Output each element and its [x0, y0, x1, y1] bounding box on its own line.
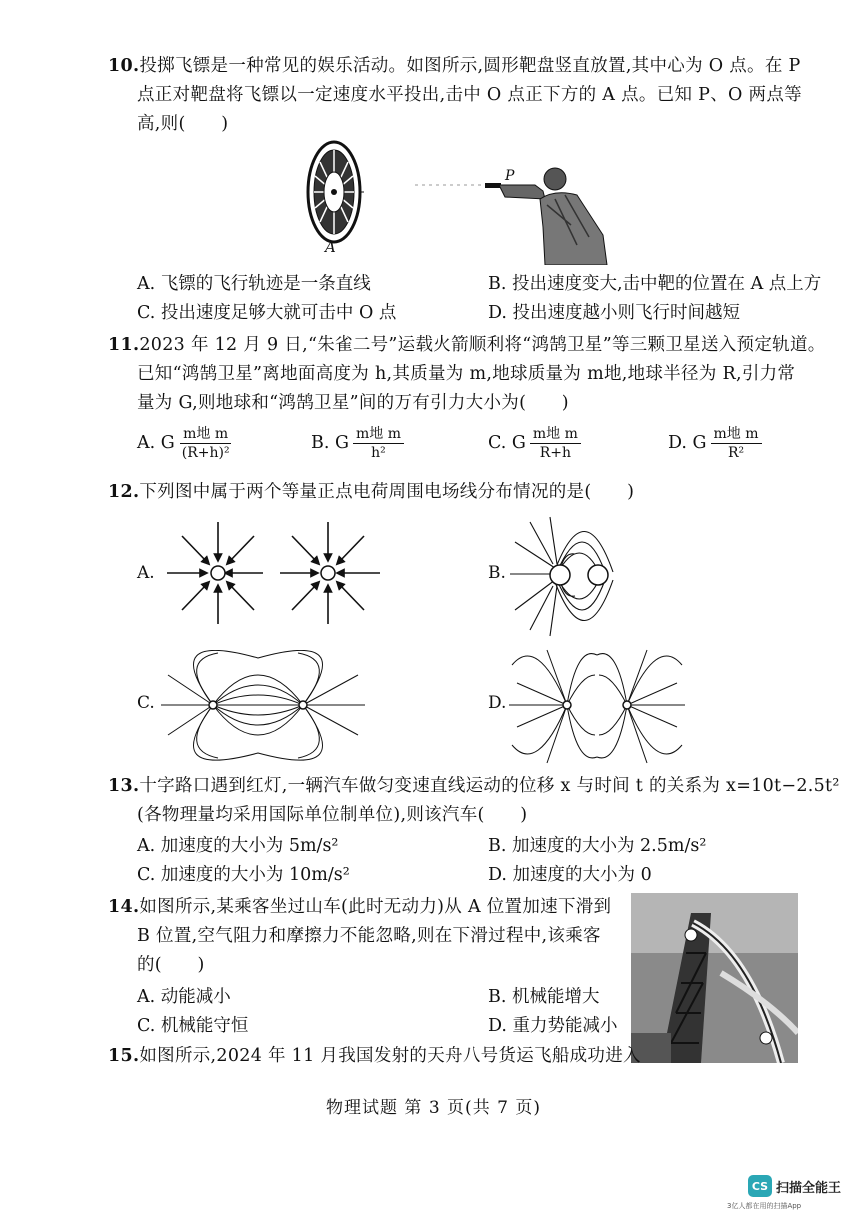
dartboard-figure	[300, 140, 380, 260]
q13-number: 13.	[108, 776, 140, 796]
q14-line1: 14.如图所示,某乘客坐过山车(此时无动力)从 A 位置加速下滑到	[108, 897, 612, 917]
q10-option-a: A. 飞镖的飞行轨迹是一条直线	[137, 274, 371, 294]
q12-number: 12.	[108, 482, 140, 502]
q11-option-c: C. G $\frac{\text{m地 m}}{R+h}$	[488, 425, 581, 462]
q10-option-c: C. 投出速度足够大就可击中 O 点	[137, 303, 397, 323]
q15-line1: 15.如图所示,2024 年 11 月我国发射的天舟八号货运飞船成功进入	[108, 1046, 641, 1066]
q11-option-a: A. G $\frac{\text{m地 m}}{\text{(R+h)²}}$	[137, 426, 230, 461]
q13-line2: (各物理量均采用国际单位制单位),则该汽车( )	[137, 805, 528, 825]
q10-option-b: B. 投出速度变大,击中靶的位置在 A 点上方	[488, 274, 822, 294]
q12-line1: 12.下列图中属于两个等量正点电荷周围电场线分布情况的是( )	[108, 482, 635, 502]
q10-number: 10.	[108, 56, 140, 76]
q11-option-d: D. G $\frac{\text{m地 m}}{\text{R²}}$	[668, 425, 762, 462]
roller-coaster-photo	[631, 893, 798, 1063]
q13-option-a: A. 加速度的大小为 5m/s²	[137, 836, 339, 856]
q10-option-d: D. 投出速度越小则飞行时间越短	[488, 303, 741, 323]
q13-option-d: D. 加速度的大小为 0	[488, 865, 652, 885]
q11-line1: 11.2023 年 12 月 9 日,“朱雀二号”运载火箭顺利将“鸿鹄卫星”等三颗卫星送入预定轨道。	[108, 335, 826, 355]
scanner-name: 扫描全能王	[776, 1180, 842, 1196]
page-footer: 物理试题 第 3 页(共 7 页)	[326, 1098, 541, 1118]
q11-line2: 已知“鸿鹄卫星”离地面高度为 h,其质量为 m,地球质量为 m地,地球半径为 R,引力常	[137, 364, 796, 384]
label-p: P	[505, 168, 515, 184]
q14-option-b: B. 机械能增大	[488, 987, 600, 1007]
field-diagram-d	[507, 645, 687, 770]
q15-number: 15.	[108, 1046, 140, 1066]
q10-line2: 点正对靶盘将飞镖以一定速度水平投出,击中 O 点正下方的 A 点。已知 P、O 两点等	[137, 85, 802, 105]
scanner-badge	[748, 1175, 841, 1197]
q14-option-d: D. 重力势能减小	[488, 1016, 618, 1036]
q14-option-c: C. 机械能守恒	[137, 1016, 249, 1036]
q12-label-c: C.	[137, 693, 155, 713]
scanner-subtitle: 3亿人都在用的扫描App	[727, 1202, 802, 1210]
q14-line2: B 位置,空气阻力和摩擦力不能忽略,则在下滑过程中,该乘客	[137, 926, 601, 946]
q13-option-c: C. 加速度的大小为 10m/s²	[137, 865, 350, 885]
q14-line3: 的( )	[137, 955, 205, 975]
dashed-path	[415, 180, 485, 190]
q11-number: 11.	[108, 335, 140, 355]
q14-number: 14.	[108, 897, 140, 917]
q12-label-b: B.	[488, 563, 506, 583]
q13-line1: 13.十字路口遇到红灯,一辆汽车做匀变速直线运动的位移 x 与时间 t 的关系为 x=10t−2.5t²	[108, 776, 840, 796]
q10-line1: 10.投掷飞镖是一种常见的娱乐活动。如图所示,圆形靶盘竖直放置,其中心为 O 点。在 P	[108, 56, 801, 76]
q12-label-d: D.	[488, 693, 507, 713]
field-diagram-c	[158, 650, 368, 765]
q13-option-b: B. 加速度的大小为 2.5m/s²	[488, 836, 707, 856]
q11-option-b: B. G $\frac{\text{m地 m}}{\text{h²}}$	[311, 425, 404, 462]
q12-label-a: A.	[137, 563, 155, 583]
label-a: A	[325, 238, 336, 256]
q10-line3: 高,则( )	[137, 114, 229, 134]
field-diagram-a	[160, 518, 390, 628]
q14-option-a: A. 动能减小	[137, 987, 231, 1007]
scanner-logo-icon: CS	[748, 1175, 772, 1197]
field-diagram-b	[505, 512, 655, 642]
q11-line3: 量为 G,则地球和“鸿鹄卫星”间的万有引力大小为( )	[137, 393, 569, 413]
